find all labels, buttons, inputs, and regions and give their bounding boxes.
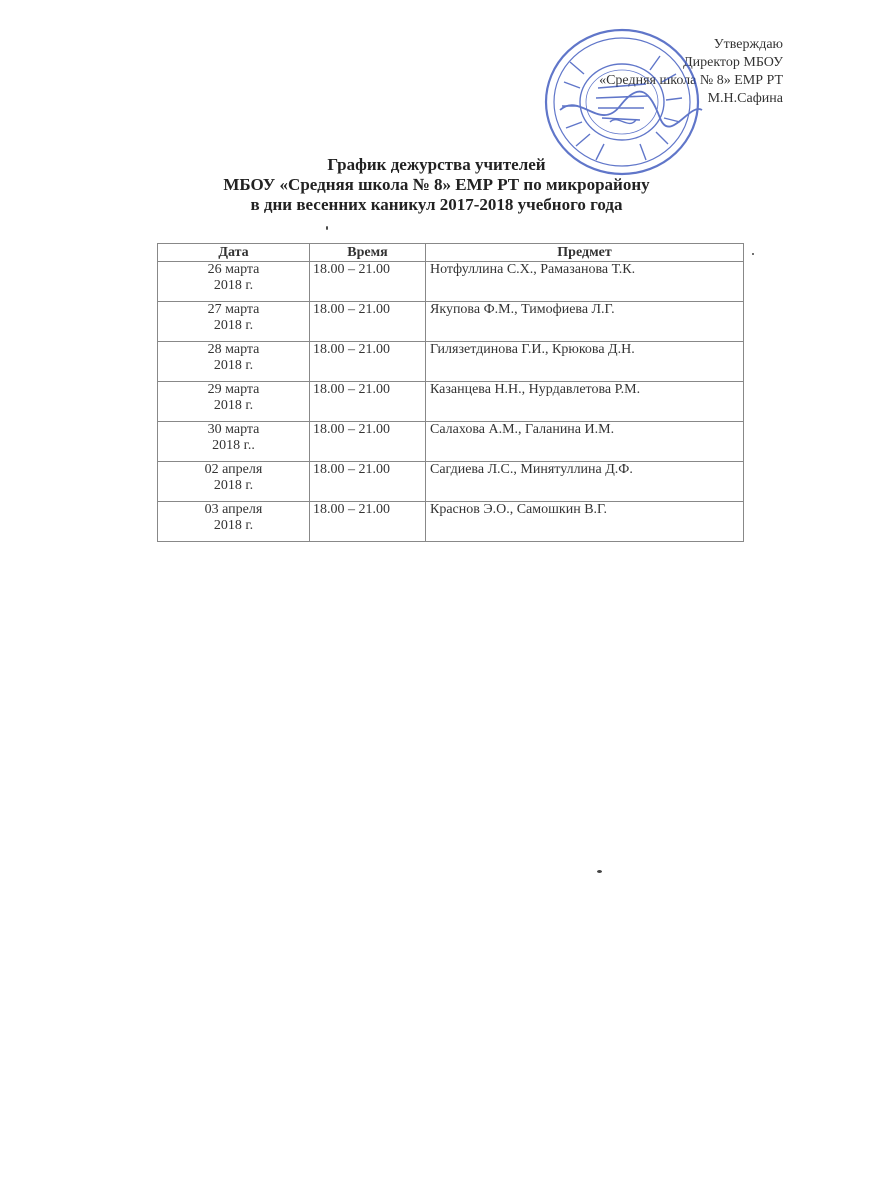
date-day: 30 марта	[207, 422, 260, 437]
cell-teachers: Якупова Ф.М., Тимофиева Л.Г.	[426, 302, 744, 342]
table-row	[158, 302, 744, 342]
title-line-3: в дни весенних каникул 2017-2018 учебного года	[250, 195, 623, 214]
title-line-1: График дежурства учителей	[327, 155, 546, 174]
cell-date	[158, 262, 310, 302]
date-day: 27 марта	[207, 302, 260, 317]
cell-time: 18.00 – 21.00	[310, 302, 426, 342]
cell-teachers: Казанцева Н.Н., Нурдавлетова Р.М.	[426, 382, 744, 422]
cell-date	[158, 302, 310, 342]
cell-teachers: Сагдиева Л.С., Минятуллина Д.Ф.	[426, 462, 744, 502]
scan-speck	[597, 870, 602, 873]
header-subject: Предмет	[426, 244, 744, 262]
cell-date	[158, 382, 310, 422]
scan-speck	[752, 253, 754, 255]
table-row	[158, 462, 744, 502]
table-row	[158, 342, 744, 382]
approval-line-name: М.Н.Сафина	[707, 91, 783, 106]
date-day: 26 марта	[207, 262, 260, 277]
cell-time: 18.00 – 21.00	[310, 422, 426, 462]
table-header-row	[158, 244, 744, 262]
document-title	[0, 155, 873, 215]
date-day: 29 марта	[207, 382, 260, 397]
date-year: 2018 г.	[213, 358, 254, 373]
cell-teachers: Нотфуллина С.Х., Рамазанова Т.К.	[426, 262, 744, 302]
cell-teachers: Гилязетдинова Г.И., Крюкова Д.Н.	[426, 342, 744, 382]
table-row	[158, 382, 744, 422]
cell-date	[158, 422, 310, 462]
approval-line-position: Директор МБОУ	[683, 55, 783, 70]
date-year: 2018 г.	[213, 478, 254, 493]
date-day: 03 апреля	[204, 502, 263, 517]
cell-time: 18.00 – 21.00	[310, 462, 426, 502]
approval-line-school: «Средняя школа № 8» ЕМР РТ	[599, 73, 783, 88]
cell-date	[158, 462, 310, 502]
date-year: 2018 г.	[213, 518, 254, 533]
cell-teachers: Краснов Э.О., Самошкин В.Г.	[426, 502, 744, 542]
cell-date	[158, 502, 310, 542]
date-year: 2018 г.	[213, 278, 254, 293]
cell-time: 18.00 – 21.00	[310, 342, 426, 382]
cell-teachers: Салахова А.М., Галанина И.М.	[426, 422, 744, 462]
cell-date	[158, 342, 310, 382]
date-day: 02 апреля	[204, 462, 263, 477]
date-year: 2018 г.	[213, 318, 254, 333]
duty-schedule-table	[157, 243, 744, 542]
cell-time: 18.00 – 21.00	[310, 502, 426, 542]
header-time: Время	[310, 244, 426, 262]
table-row	[158, 422, 744, 462]
date-day: 28 марта	[207, 342, 260, 357]
table-row	[158, 502, 744, 542]
table-row	[158, 262, 744, 302]
title-line-2: МБОУ «Средняя школа № 8» ЕМР РТ по микрорайону	[223, 175, 650, 194]
approval-line-approve: Утверждаю	[713, 37, 783, 52]
header-date: Дата	[158, 244, 310, 262]
scan-speck	[326, 226, 328, 230]
school-seal-icon	[540, 22, 710, 182]
date-year: 2018 г.	[213, 398, 254, 413]
cell-time: 18.00 – 21.00	[310, 262, 426, 302]
cell-time: 18.00 – 21.00	[310, 382, 426, 422]
date-year: 2018 г..	[212, 438, 255, 453]
